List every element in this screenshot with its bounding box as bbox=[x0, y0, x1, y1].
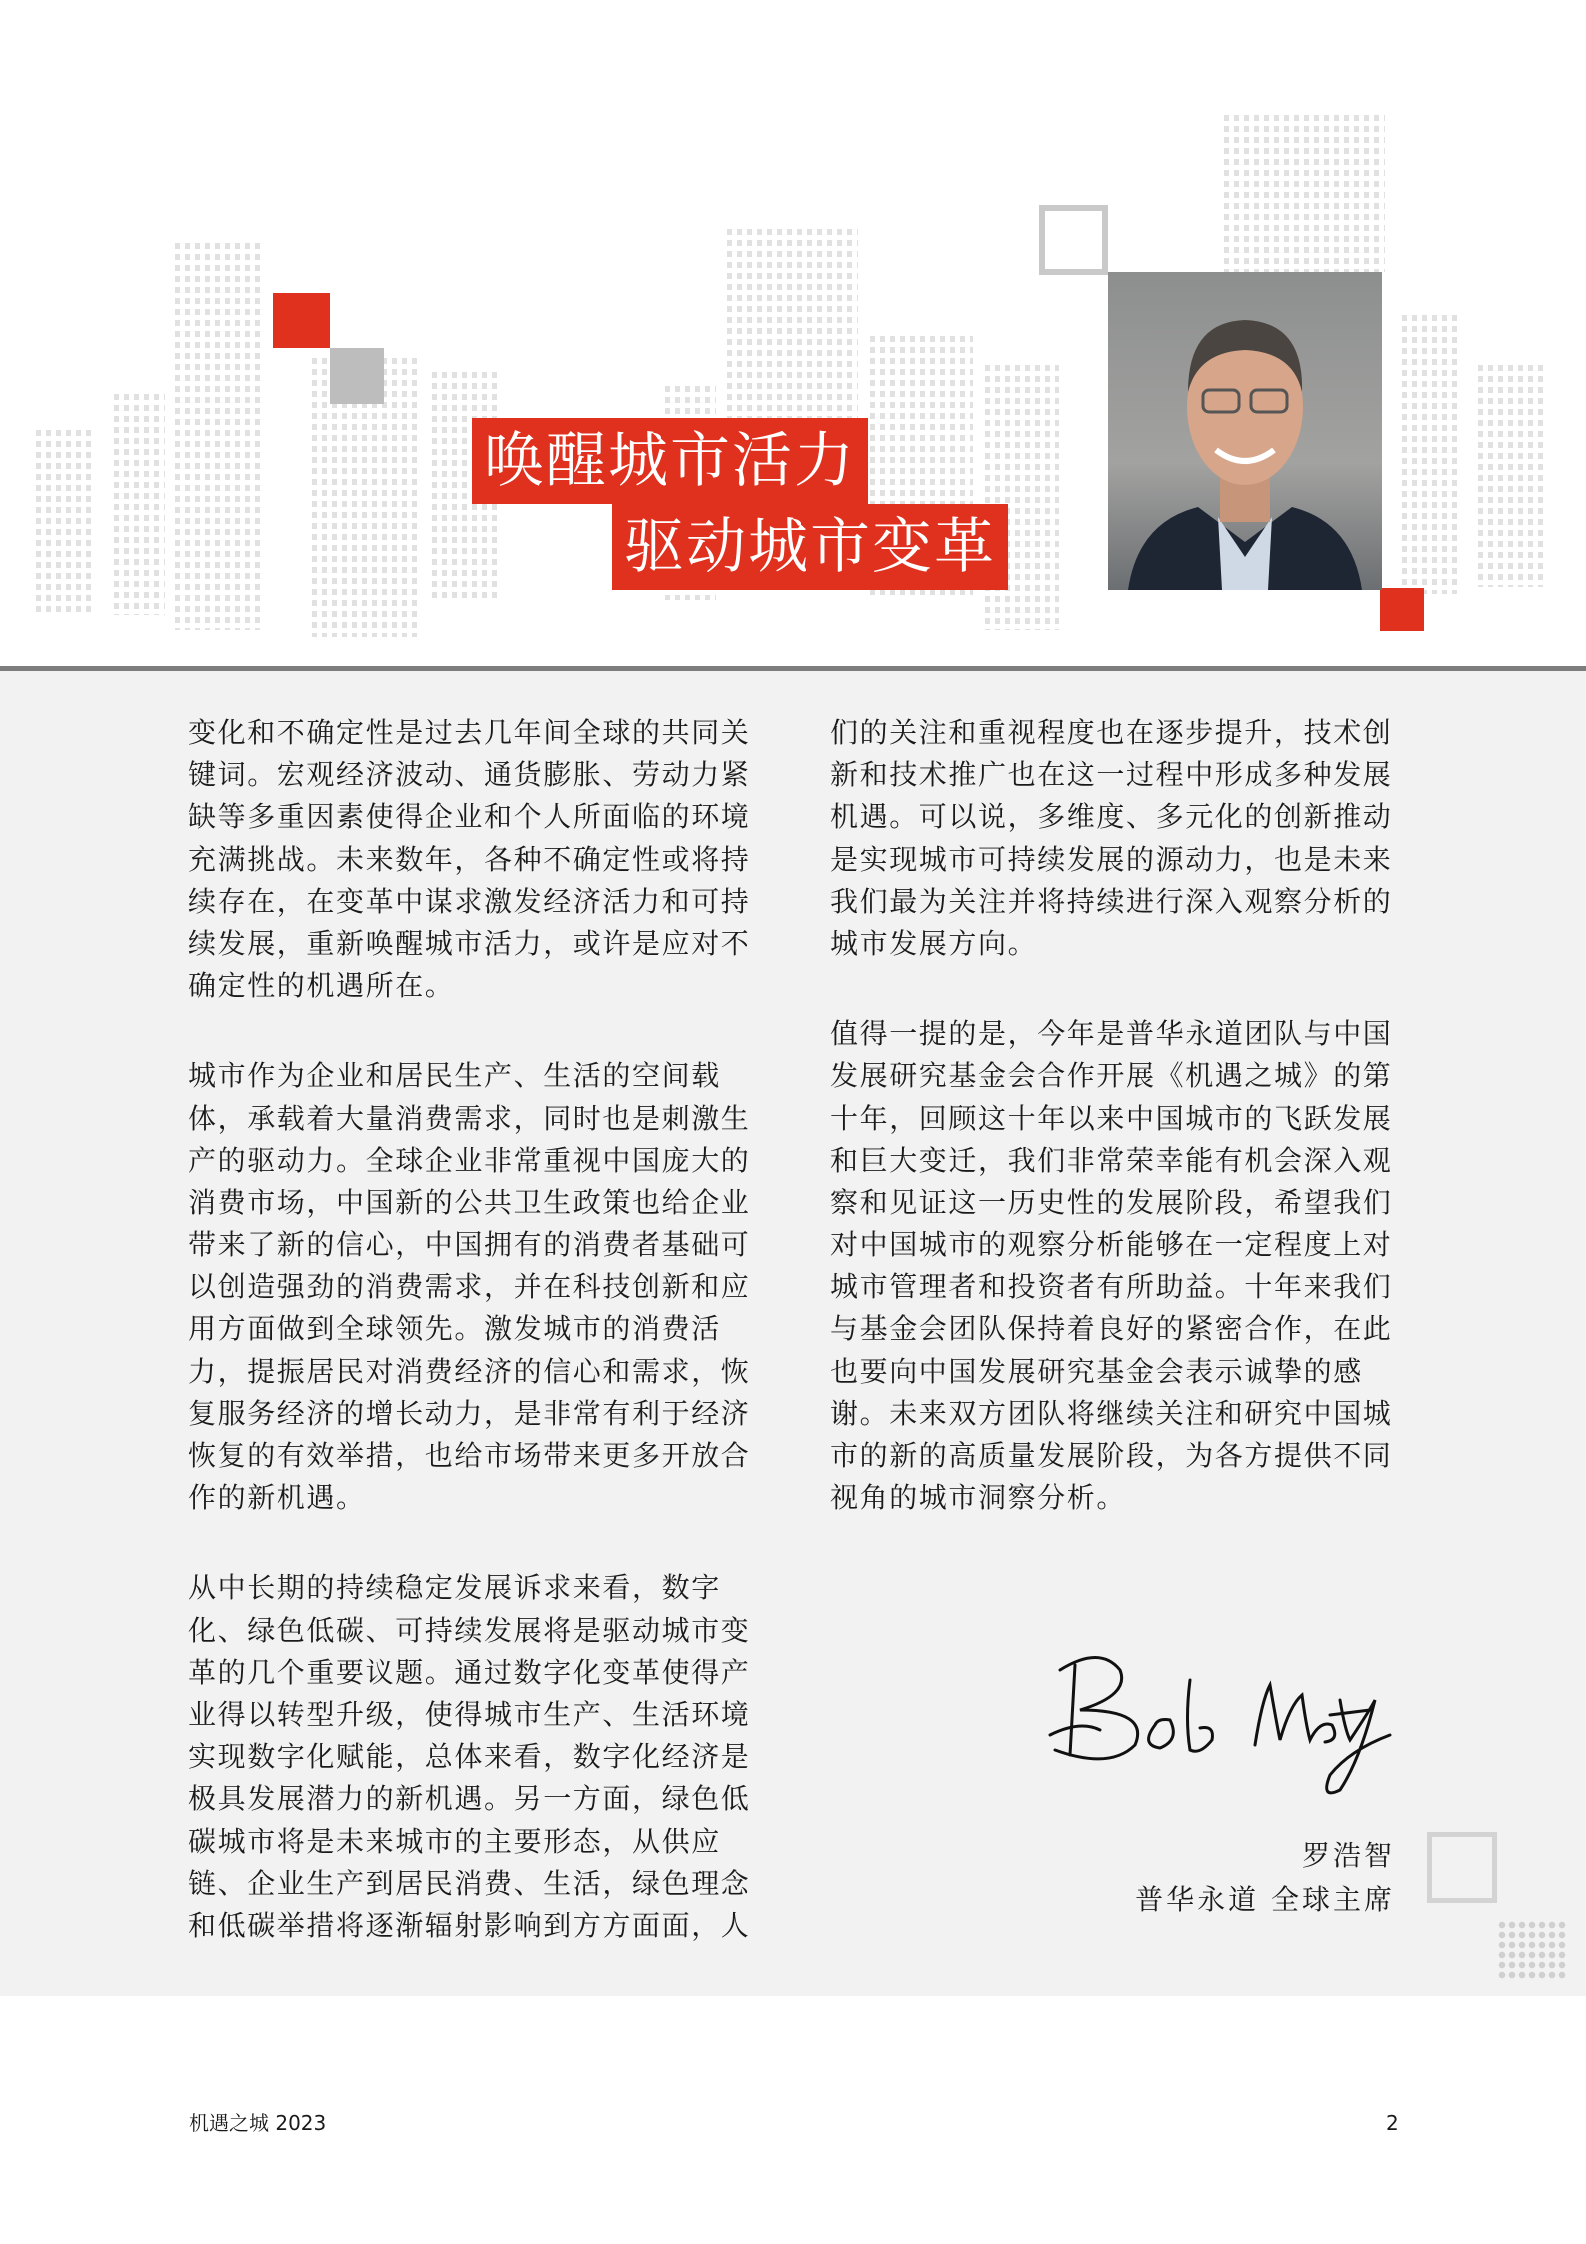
signatory-name: 罗浩智 bbox=[1301, 1839, 1395, 1872]
text-line: 碳城市将是未来城市的主要形态，从供应 bbox=[188, 1824, 721, 1858]
text-line: 恢复的有效举措，也给市场带来更多开放合 bbox=[188, 1439, 751, 1472]
text-line: 确定性的机遇所在。 bbox=[188, 969, 455, 1003]
text-line: 发展研究基金会合作开展《机遇之城》的第 bbox=[830, 1059, 1393, 1093]
text-line: 作的新机遇。 bbox=[188, 1481, 366, 1515]
paragraph bbox=[830, 1013, 1430, 1519]
building bbox=[175, 243, 265, 630]
page-number: 2 bbox=[1386, 2111, 1399, 2135]
building bbox=[1478, 365, 1548, 587]
outline-square-decoration bbox=[1039, 205, 1108, 275]
red-square-decoration bbox=[273, 293, 330, 348]
text-line: 变化和不确定性是过去几年间全球的共同关 bbox=[188, 716, 751, 749]
building bbox=[1224, 115, 1385, 272]
text-line: 与基金会团队保持着良好的紧密合作，在此 bbox=[830, 1312, 1393, 1346]
text-line: 城市发展方向。 bbox=[830, 926, 1038, 960]
text-line: 革的几个重要议题。通过数字化变革使得产 bbox=[188, 1655, 751, 1689]
portrait-photo bbox=[1108, 272, 1382, 590]
text-line: 十年，回顾这十年以来中国城市的飞跃发展 bbox=[830, 1101, 1393, 1135]
text-line: 城市作为企业和居民生产、生活的空间载 bbox=[188, 1059, 721, 1093]
text-line: 用方面做到全球领先。激发城市的消费活 bbox=[188, 1312, 721, 1346]
gray-square-decoration bbox=[330, 348, 384, 404]
text-line: 市的新的高质量发展阶段，为各方提供不同 bbox=[830, 1439, 1393, 1472]
paragraph bbox=[188, 1567, 788, 1947]
building bbox=[985, 365, 1059, 630]
building bbox=[36, 430, 93, 615]
text-line: 力，提振居民对消费经济的信心和需求，恢 bbox=[188, 1354, 751, 1388]
text-line: 机遇。可以说，多维度、多元化的创新推动 bbox=[830, 800, 1393, 834]
text-line: 化、绿色低碳、可持续发展将是驱动城市变 bbox=[188, 1613, 751, 1647]
headline-line-1: 唤醒城市活力 bbox=[472, 418, 868, 504]
outline-square-decoration bbox=[1427, 1832, 1497, 1903]
signatory-title: 普华永道 全球主席 bbox=[1135, 1883, 1395, 1916]
text-line: 消费市场，中国新的公共卫生政策也给企业 bbox=[188, 1185, 751, 1219]
text-line: 极具发展潜力的新机遇。另一方面，绿色低 bbox=[188, 1782, 751, 1816]
paragraph bbox=[830, 712, 1430, 965]
text-line: 察和见证这一历史性的发展阶段，希望我们 bbox=[830, 1185, 1393, 1219]
text-line: 业得以转型升级，使得城市生产、生活环境 bbox=[188, 1697, 751, 1731]
portrait-figure bbox=[1108, 272, 1382, 590]
red-square-decoration bbox=[1380, 588, 1424, 631]
text-line: 充满挑战。未来数年，各种不确定性或将持 bbox=[188, 842, 751, 876]
paragraph bbox=[188, 712, 788, 1007]
text-line: 们的关注和重视程度也在逐步提升，技术创 bbox=[830, 716, 1393, 749]
text-line: 键词。宏观经济波动、通货膨胀、劳动力紧 bbox=[188, 758, 751, 792]
text-line: 和低碳举措将逐渐辐射影响到方方面面，人 bbox=[188, 1908, 751, 1942]
text-line: 续发展，重新唤醒城市活力，或许是应对不 bbox=[188, 926, 751, 960]
text-line: 对中国城市的观察分析能够在一定程度上对 bbox=[830, 1228, 1393, 1262]
text-line: 缺等多重因素使得企业和个人所面临的环境 bbox=[188, 800, 751, 834]
dot-grid-decoration bbox=[1497, 1920, 1567, 1980]
text-line: 城市管理者和投资者有所助益。十年来我们 bbox=[830, 1270, 1393, 1304]
text-line: 我们最为关注并将持续进行深入观察分析的 bbox=[830, 884, 1393, 918]
text-line: 带来了新的信心，中国拥有的消费者基础可 bbox=[188, 1228, 751, 1262]
right-column bbox=[830, 712, 1430, 1567]
signature-handwriting bbox=[1040, 1640, 1400, 1800]
text-line: 值得一提的是，今年是普华永道团队与中国 bbox=[830, 1017, 1393, 1051]
text-line: 新和技术推广也在这一过程中形成多种发展 bbox=[830, 758, 1393, 792]
text-line: 产的驱动力。全球企业非常重视中国庞大的 bbox=[188, 1143, 751, 1177]
text-line: 谢。未来双方团队将继续关注和研究中国城 bbox=[830, 1396, 1393, 1430]
text-line: 从中长期的持续稳定发展诉求来看，数字 bbox=[188, 1571, 721, 1605]
text-line: 实现数字化赋能，总体来看，数字化经济是 bbox=[188, 1740, 751, 1774]
headline-line-2: 驱动城市变革 bbox=[612, 504, 1008, 590]
text-line: 也要向中国发展研究基金会表示诚挚的感 bbox=[830, 1354, 1363, 1388]
footer-publication: 机遇之城 2023 bbox=[189, 2111, 327, 2135]
text-line: 以创造强劲的消费需求，并在科技创新和应 bbox=[188, 1270, 751, 1304]
text-line: 体，承载着大量消费需求，同时也是刺激生 bbox=[188, 1101, 751, 1135]
text-line: 视角的城市洞察分析。 bbox=[830, 1481, 1127, 1515]
text-line: 链、企业生产到居民消费、生活，绿色理念 bbox=[188, 1866, 751, 1900]
paragraph bbox=[188, 1055, 788, 1519]
text-line: 是实现城市可持续发展的源动力，也是未来 bbox=[830, 842, 1393, 876]
text-line: 复服务经济的增长动力，是非常有利于经济 bbox=[188, 1396, 751, 1430]
building bbox=[1402, 315, 1460, 594]
text-line: 和巨大变迁，我们非常荣幸能有机会深入观 bbox=[830, 1143, 1393, 1177]
building bbox=[114, 394, 165, 615]
text-line: 续存在，在变革中谋求激发经济活力和可持 bbox=[188, 884, 751, 918]
left-column bbox=[188, 712, 788, 1995]
